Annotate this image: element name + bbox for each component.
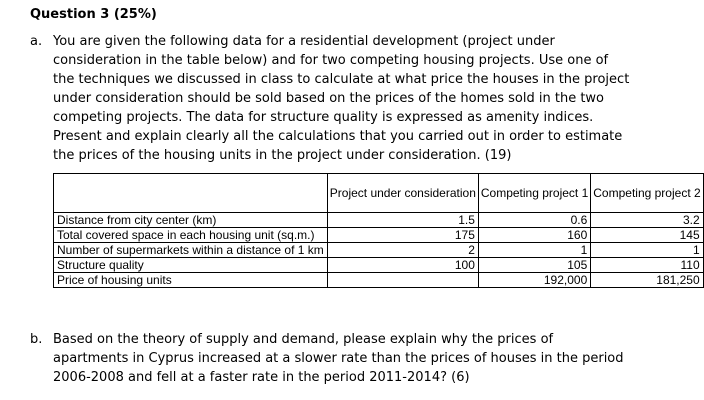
table-row [54,213,704,228]
part-b-text: Based on the theory of supply and demand, please explain why the prices of apartments in Cyprus increased at a slower rate than the prices of houses in the period 2006-2008 and fell at a faster rate in the period 2011-2014? (6) [53,332,624,385]
part-b-marker: b. [30,332,43,347]
cell-value: 105 [478,258,590,273]
cell-value: 100 [327,258,478,273]
cell-value: 110 [591,258,703,273]
cell-value: 0.6 [478,213,590,228]
cell-value: 192,000 [478,273,590,288]
cell-value: 3.2 [591,213,703,228]
table-row [54,273,704,288]
header-competing-project-1: Competing project 1 [478,174,590,213]
header-cell-empty [54,174,328,213]
row-label: Distance from city center (km) [54,213,328,228]
table-header-row [54,174,704,213]
part-a [30,32,630,165]
cell-value [327,273,478,288]
cell-value: 1 [591,243,703,258]
table-row [54,258,704,273]
cell-value: 181,250 [591,273,703,288]
table-row [54,243,704,258]
cell-value: 160 [478,228,590,243]
housing-data-table [53,173,704,288]
header-competing-project-2: Competing project 2 [591,174,703,213]
cell-value: 1.5 [327,213,478,228]
cell-value: 2 [327,243,478,258]
row-label: Price of housing units [54,273,328,288]
row-label: Number of supermarkets within a distance of 1 km [54,243,328,258]
header-project-under-consideration: Project under consideration [327,174,478,213]
cell-value: 145 [591,228,703,243]
cell-value: 1 [478,243,590,258]
part-a-marker: a. [30,34,43,49]
table-row [54,228,704,243]
question-title: Question 3 (25%) [30,7,157,22]
part-a-text: You are given the following data for a residential development (project under consideration in the table below) and for two competing housing projects. Use one of the techniques we discussed in class to calculate at what price the houses in the project under consideration should be sold based on the prices of the homes sold in the two competing projects. The data for structure quality is expressed as amenity indices. Present and explain clearly all the calculations that you carried out in order to estimate the prices of the housing units in the project under consideration. (19) [53,34,630,163]
row-label: Structure quality [54,258,328,273]
part-b [30,330,630,387]
row-label: Total covered space in each housing unit (sq.m.) [54,228,328,243]
cell-value: 175 [327,228,478,243]
